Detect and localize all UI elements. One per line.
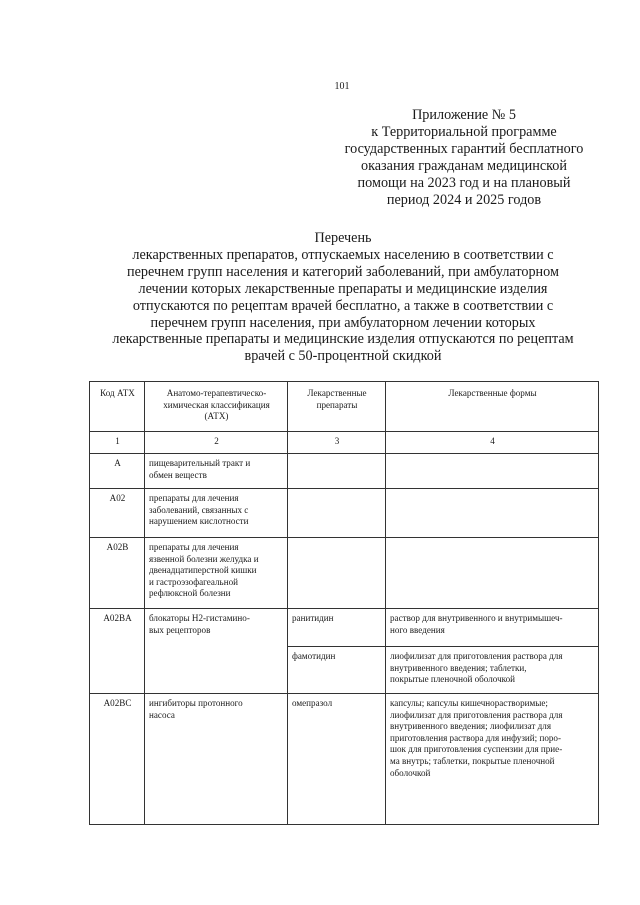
column-number: 2 xyxy=(145,432,288,454)
title-line: Перечень xyxy=(314,230,372,246)
form-cell: капсулы; капсулы кишечнорастворимые; лиофилизат для приготовления раствора для внутривенного введения; лиофилизат для приготовления раствора для инфузий; поро- шок для приготовления суспензии для прие- ма внутрь; таблетки, покрытые пленочной оболочкой xyxy=(386,694,599,825)
classification-cell: препараты для лечения заболеваний, связанных с нарушением кислотности xyxy=(145,489,288,538)
table-number-row xyxy=(90,432,599,454)
table-header-row xyxy=(90,382,599,432)
header-classification: Анатомо-терапевтическо- химическая классификация (АТХ) xyxy=(145,382,288,432)
title-line: врачей с 50-процентной скидкой xyxy=(244,348,442,365)
atx-code-cell: A02B xyxy=(90,538,145,609)
classification-cell: блокаторы H2-гистамино- вых рецепторов xyxy=(145,609,288,694)
atx-code-cell: A02BA xyxy=(90,609,145,694)
title-line: лекарственные препараты и медицинские изделия отпускаются по рецептам xyxy=(112,331,574,348)
header-code: Код АТХ xyxy=(90,382,145,432)
column-number: 4 xyxy=(386,432,599,454)
appendix-line: к Территориальной программе xyxy=(371,123,557,140)
form-cell: раствор для внутривенного и внутримышеч- ного введения xyxy=(386,609,599,647)
table-row xyxy=(90,609,599,647)
title-line: перечнем групп населения, при амбулаторном лечении которых xyxy=(150,314,536,331)
title-line: лекарственных препаратов, отпускаемых населению в соответствии с xyxy=(132,246,554,263)
atx-code-cell: A02BC xyxy=(90,694,145,825)
form-cell xyxy=(386,538,599,609)
title-line: отпускаются по рецептам врачей бесплатно, а также в соответствии с xyxy=(132,297,554,314)
classification-cell: пищеварительный тракт и обмен веществ xyxy=(145,454,288,489)
form-cell xyxy=(386,489,599,538)
appendix-line: государственных гарантий бесплатного xyxy=(344,140,584,157)
drug-cell: ранитидин xyxy=(288,609,386,647)
drug-cell xyxy=(288,454,386,489)
header-forms: Лекарственные формы xyxy=(386,382,599,432)
column-number: 1 xyxy=(90,432,145,454)
form-cell xyxy=(386,454,599,489)
table-row xyxy=(90,694,599,825)
appendix-line: помощи на 2023 год и на плановый xyxy=(357,174,571,191)
drug-cell xyxy=(288,538,386,609)
atx-code-cell: A xyxy=(90,454,145,489)
table-row xyxy=(90,454,599,489)
appendix-line: Приложение № 5 xyxy=(412,107,516,123)
document-title xyxy=(88,230,598,365)
table-row xyxy=(90,489,599,538)
classification-cell: ингибиторы протонного насоса xyxy=(145,694,288,825)
appendix-heading xyxy=(328,107,600,208)
drug-cell xyxy=(288,489,386,538)
page-number: 101 xyxy=(334,81,350,92)
appendix-line: период 2024 и 2025 годов xyxy=(386,191,542,208)
table-row xyxy=(90,538,599,609)
title-line: перечнем групп населения и категорий заболеваний, при амбулаторном xyxy=(127,263,559,280)
drug-cell: омепразол xyxy=(288,694,386,825)
header-drugs: Лекарственные препараты xyxy=(288,382,386,432)
column-number: 3 xyxy=(288,432,386,454)
classification-cell: препараты для лечения язвенной болезни желудка и двенадцатиперстной кишки и гастроэзофагеальной рефлюксной болезни xyxy=(145,538,288,609)
atx-code-cell: A02 xyxy=(90,489,145,538)
form-cell: лиофилизат для приготовления раствора для внутривенного введения; таблетки, покрытые пленочной оболочкой xyxy=(386,647,599,694)
title-line: лечении которых лекарственные препараты и медицинские изделия xyxy=(138,280,548,297)
atx-drug-table xyxy=(89,381,599,825)
drug-cell: фамотидин xyxy=(288,647,386,694)
appendix-line: оказания гражданам медицинской xyxy=(360,157,567,174)
